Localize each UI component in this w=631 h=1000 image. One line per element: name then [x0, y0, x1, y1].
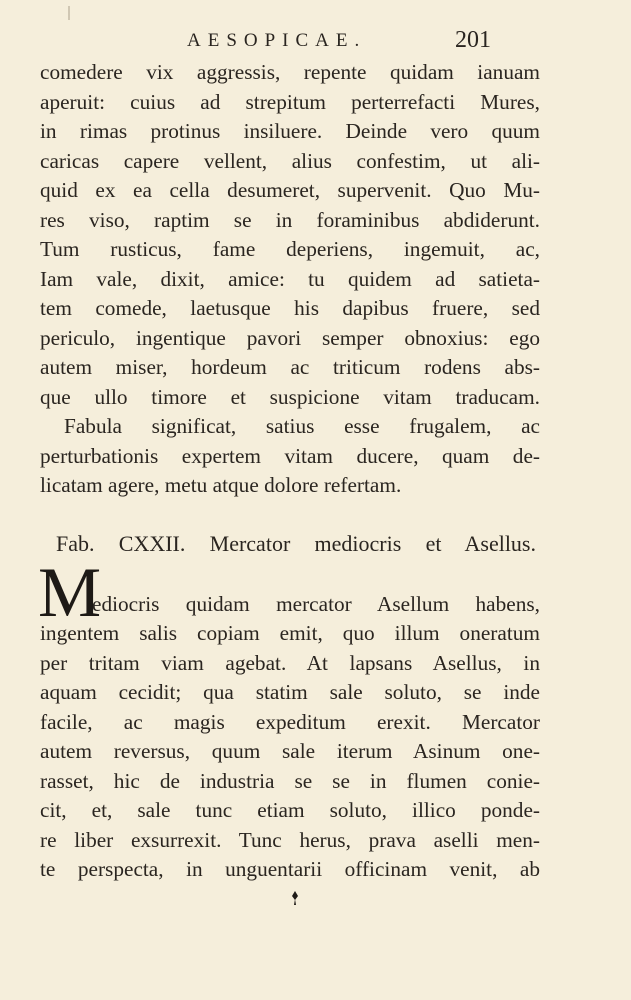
drop-cap: M	[38, 554, 102, 632]
text-line: Iam vale, dixit, amice: tu quidem ad satieta-	[40, 267, 540, 291]
text-line: quid ex ea cella desumeret, supervenit. Quo Mu-	[40, 178, 540, 202]
text-line: per tritam viam agebat. At lapsans Asellus, in	[40, 651, 540, 675]
running-head	[0, 27, 631, 60]
text-line: res viso, raptim se in foraminibus abdiderunt.	[40, 208, 540, 232]
text-line: Tum rusticus, fame deperiens, ingemuit, ac,	[40, 237, 540, 261]
text-line: tem comede, laetusque his dapibus fruere, sed	[40, 296, 540, 320]
text-line: autem reversus, quum sale iterum Asinum one-	[40, 739, 540, 763]
text-line: autem miser, hordeum ac triticum rodens abs-	[40, 355, 540, 379]
text-line: ediocris quidam mercator Asellum habens,	[92, 592, 540, 616]
text-line: comedere vix aggressis, repente quidam ianuam	[40, 60, 540, 84]
text-line: ingentem salis copiam emit, quo illum oneratum	[40, 621, 540, 645]
fleuron-ornament	[289, 890, 301, 906]
text-line: rasset, hic de industria se se in flumen conie-	[40, 769, 540, 793]
text-line: que ullo timore et suspicione vitam traducam.	[40, 385, 540, 409]
text-line: periculo, ingentique pavori semper obnoxius: ego	[40, 326, 540, 350]
text-line: aquam cecidit; qua statim sale soluto, se inde	[40, 680, 540, 704]
text-line: cit, et, sale tunc etiam soluto, illico ponde-	[40, 798, 540, 822]
moral-line: licatam agere, metu atque dolore refertam.	[40, 473, 402, 497]
moral-line: perturbationis expertem vitam ducere, quam de-	[40, 444, 540, 468]
text-line: re liber exsurrexit. Tunc herus, prava aselli men-	[40, 828, 540, 852]
page-number: 201	[455, 27, 491, 53]
text-line: te perspecta, in unguentarii officinam venit, ab	[40, 857, 540, 881]
fable-title: Fab. CXXII. Mercator mediocris et Asellus.	[56, 531, 536, 556]
running-title: AESOPICAE.	[187, 30, 367, 51]
moral-line: Fabula significat, satius esse frugalem, ac	[64, 414, 540, 438]
text-line: facile, ac magis expeditum erexit. Mercator	[40, 710, 540, 734]
text-line: aperuit: cuius ad strepitum perterrefacti Mures,	[40, 90, 540, 114]
margin-mark	[68, 6, 70, 20]
text-line: in rimas protinus insiluere. Deinde vero quum	[40, 119, 540, 143]
text-line: caricas capere vellent, alius confestim, ut ali-	[40, 149, 540, 173]
